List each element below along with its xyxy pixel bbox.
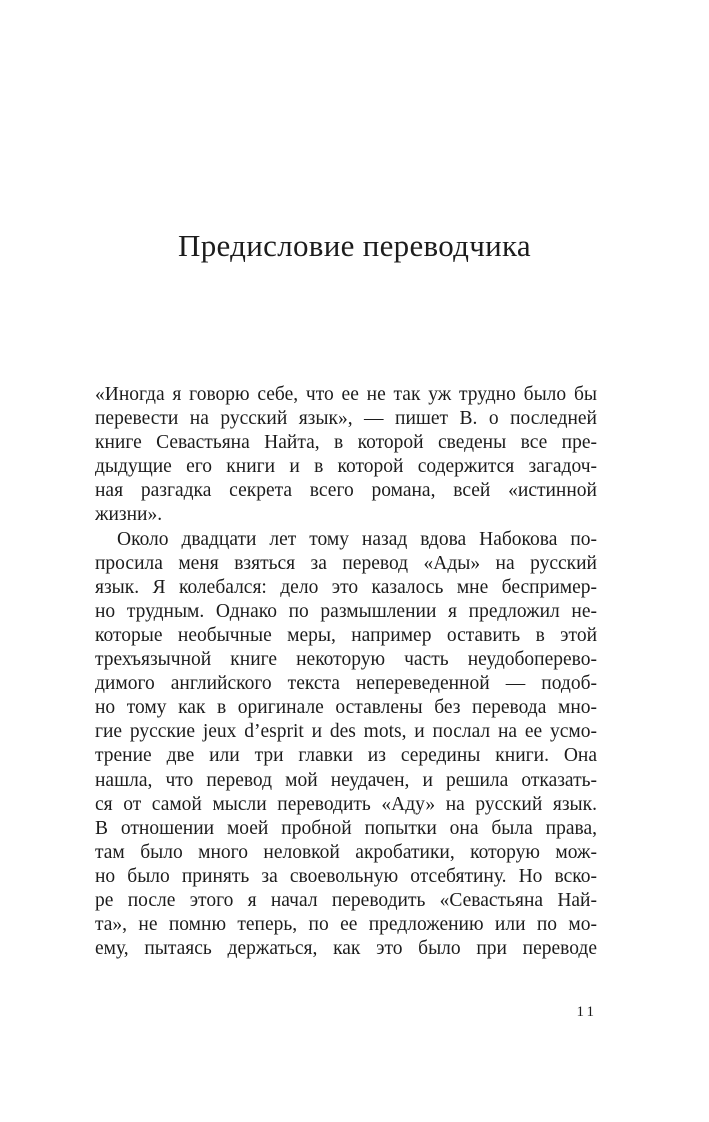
text-line: Около двадцати лет тому назад вдова Набокова по-: [117, 528, 597, 550]
text-line: трехъязычной книге некоторую часть неудобоперево-: [95, 649, 597, 671]
text-line: которые необычные меры, например оставить в этой: [95, 624, 597, 646]
text-line: та», не помню теперь, по ее предложению или по мо-: [95, 914, 597, 936]
text-line: книге Севастьяна Найта, в которой сведены все пре-: [95, 432, 597, 454]
text-line: но было принять за своевольную отсебятину. Но вско-: [95, 865, 597, 887]
text-line: язык. Я колебался: дело это казалось мне беспример-: [95, 576, 597, 598]
text-line: трение две или три главки из середины книги. Она: [95, 745, 597, 767]
chapter-title: Предисловие переводчика: [178, 228, 531, 263]
text-line: но трудным. Однако по размышлении я предложил не-: [95, 600, 597, 622]
text-line: «Иногда я говорю себе, что ее не так уж трудно было бы: [95, 384, 597, 405]
text-line: ная разгадка секрета всего романа, всей «истинной: [95, 480, 597, 502]
text-line: ему, пытаясь держаться, как это было при переводе: [95, 938, 597, 960]
body-text: [95, 383, 597, 961]
text-line: гие русские jeux d’esprit и des mots, и послал на ее усмо-: [95, 721, 597, 743]
text-line: нашла, что перевод мой неудачен, и решила отказать-: [95, 769, 597, 791]
text-line: В отношении моей пробной попытки она была права,: [95, 817, 597, 839]
text-line: ся от самой мысли переводить «Аду» на русский язык.: [95, 793, 597, 815]
text-line: там было много неловкой акробатики, которую мож-: [95, 841, 597, 863]
text-line: просила меня взяться за перевод «Ады» на русский: [95, 552, 597, 574]
text-line: перевести на русский язык», — пишет В. о последней: [95, 408, 597, 430]
page-number: 11: [576, 1004, 597, 1020]
text-line: жизни».: [95, 504, 163, 526]
text-line: димого английского текста непереведенной — подоб-: [95, 673, 597, 695]
text-line: дыдущие его книги и в которой содержится загадоч-: [95, 456, 597, 478]
text-line: но тому как в оригинале оставлены без перевода мно-: [95, 697, 597, 719]
text-line: ре после этого я начал переводить «Севастьяна Най-: [95, 889, 597, 911]
